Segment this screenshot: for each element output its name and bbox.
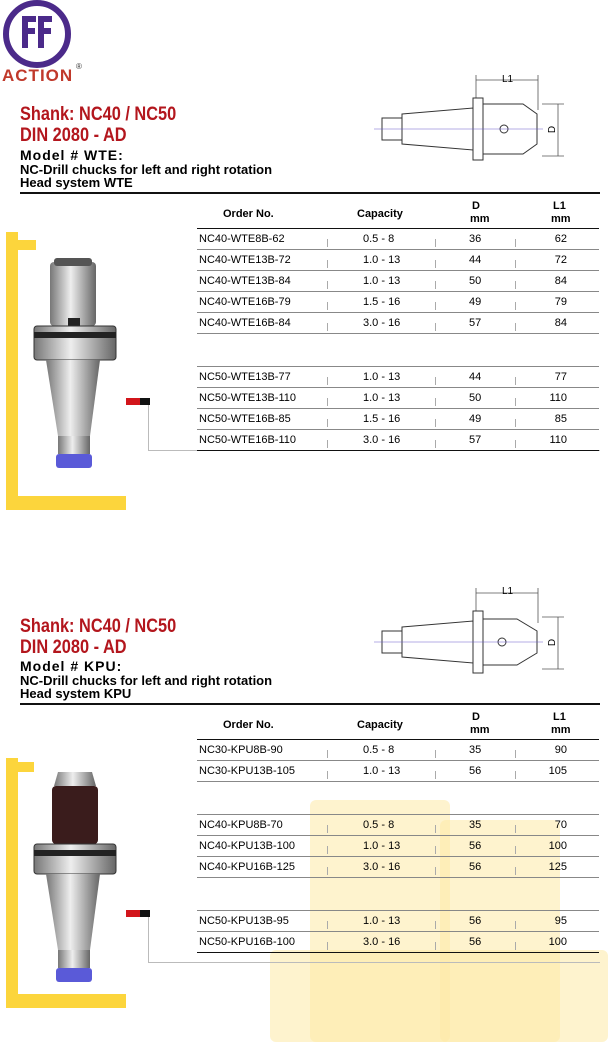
col-order: Order No. [223,719,274,731]
column-divider [515,419,516,427]
table-row [197,430,599,451]
order-no-cell: NC50-WTE16B-110 [199,434,296,446]
section2-product-image [30,772,120,992]
l1-cell: 95 [554,915,567,927]
order-no-cell: NC40-KPU16B-125 [199,861,295,873]
column-divider [327,867,328,875]
table-separator-row [197,794,599,815]
section1-title-din: DIN 2080 - AD [20,125,127,146]
column-divider [435,377,436,385]
section1-yellow-frame-bottom [6,496,126,510]
section2-callout-marker-black [140,910,150,917]
column-divider [327,377,328,385]
table-row [197,911,599,932]
column-divider [435,440,436,448]
table-row [197,409,599,430]
capacity-cell: 1.0 - 13 [363,275,401,287]
col-capacity: Capacity [357,208,403,220]
table-row [197,292,599,313]
l1-cell: 100 [548,936,567,948]
col-l1-unit: mm [551,213,571,225]
section2-subtitle-2: Head system KPU [20,686,132,701]
order-no-cell: NC40-KPU13B-100 [199,840,295,852]
section1-callout-line-v [148,405,149,450]
section1-d-label: D [547,125,559,134]
col-d: D [472,711,480,723]
column-divider [327,281,328,289]
column-divider [515,281,516,289]
table-row [197,740,599,761]
table-row [197,367,599,388]
order-no-cell: NC40-WTE8B-62 [199,233,285,245]
order-no-cell: NC40-KPU8B-70 [199,819,283,831]
column-divider [327,239,328,247]
capacity-cell: 0.5 - 8 [363,819,395,831]
background-watermark-3 [270,950,608,1042]
section1-callout-marker [126,398,140,405]
section2-d-label: D [547,638,559,647]
column-divider [435,398,436,406]
column-divider [435,867,436,875]
order-no-cell: NC50-WTE16B-85 [199,413,291,425]
column-divider [515,323,516,331]
d-cell: 50 [469,392,482,404]
d-cell: 56 [469,840,482,852]
capacity-cell: 1.5 - 16 [363,296,401,308]
column-divider [515,846,516,854]
column-divider [327,323,328,331]
col-l1-unit: mm [551,724,571,736]
column-divider [435,942,436,950]
l1-cell: 110 [549,434,567,446]
d-cell: 50 [469,275,482,287]
column-divider [435,419,436,427]
l1-cell: 125 [548,861,567,873]
l1-cell: 70 [554,819,567,831]
section2-yellow-frame-left [6,758,18,1008]
capacity-cell: 1.0 - 13 [363,392,401,404]
table-row [197,857,599,878]
capacity-cell: 0.5 - 8 [363,233,395,245]
capacity-cell: 3.0 - 16 [363,936,401,948]
column-divider [515,377,516,385]
section2-callout-marker [126,910,140,917]
d-cell: 57 [469,317,482,329]
column-divider [327,419,328,427]
table-row [197,229,599,250]
order-no-cell: NC30-KPU8B-90 [199,744,283,756]
order-no-cell: NC40-WTE13B-72 [199,254,291,266]
column-divider [435,771,436,779]
table-row [197,836,599,857]
section1-model: Model # WTE: [20,147,124,163]
l1-cell: 84 [554,275,567,287]
col-d-unit: mm [470,724,490,736]
column-divider [435,921,436,929]
column-divider [515,239,516,247]
table-separator-row [197,346,599,367]
section2-model: Model # KPU: [20,658,123,674]
section1-l1-label: L1 [502,74,514,85]
col-l1: L1 [553,711,566,723]
section1-yellow-frame-left [6,232,18,510]
order-no-cell: NC40-WTE16B-84 [199,317,291,329]
capacity-cell: 1.0 - 13 [363,840,401,852]
table-row [197,932,599,953]
l1-cell: 100 [548,840,567,852]
d-cell: 44 [469,254,482,266]
col-capacity: Capacity [357,719,403,731]
column-divider [435,323,436,331]
col-d: D [472,200,480,212]
section1-yellow-frame-top [6,240,36,250]
column-divider [515,771,516,779]
col-order: Order No. [223,208,274,220]
l1-cell: 110 [549,392,567,404]
section2-callout-line-h [148,962,600,963]
section2-rule [20,703,600,705]
column-divider [327,398,328,406]
order-no-cell: NC50-KPU13B-95 [199,915,289,927]
d-cell: 49 [469,296,482,308]
column-divider [435,750,436,758]
column-divider [327,440,328,448]
section1-dimension-diagram [368,70,568,170]
logo-wordmark: ACTION [2,66,74,85]
d-cell: 36 [469,233,482,245]
column-divider [435,281,436,289]
d-cell: 57 [469,434,482,446]
column-divider [327,302,328,310]
section2-yellow-frame-top [6,762,34,772]
l1-cell: 84 [554,317,567,329]
section1-rule [20,192,600,194]
section1-title-shank: Shank: NC40 / NC50 [20,104,177,125]
column-divider [327,260,328,268]
d-cell: 56 [469,915,482,927]
order-no-cell: NC50-WTE13B-77 [199,371,291,383]
column-divider [515,921,516,929]
table-row [197,388,599,409]
order-no-cell: NC50-WTE13B-110 [199,392,296,404]
section2-dimension-diagram [368,583,568,683]
order-no-cell: NC50-KPU16B-100 [199,936,295,948]
section1-table [197,198,599,451]
column-divider [327,750,328,758]
section2-table [197,709,599,953]
capacity-cell: 1.0 - 13 [363,371,401,383]
l1-cell: 105 [548,765,567,777]
column-divider [435,239,436,247]
section1-subtitle-2: Head system WTE [20,175,133,190]
l1-cell: 72 [554,254,567,266]
column-divider [515,302,516,310]
l1-cell: 77 [554,371,567,383]
section1-subtitle-1: NC-Drill chucks for left and right rotation [20,162,273,177]
column-divider [435,846,436,854]
section2-title-din: DIN 2080 - AD [20,637,127,658]
table-row [197,815,599,836]
section2-title-shank: Shank: NC40 / NC50 [20,616,177,637]
capacity-cell: 3.0 - 16 [363,434,401,446]
table-header [197,198,599,229]
l1-cell: 90 [554,744,567,756]
column-divider [327,942,328,950]
column-divider [515,867,516,875]
section2-subtitle-1: NC-Drill chucks for left and right rotation [20,673,273,688]
capacity-cell: 1.0 - 13 [363,254,401,266]
d-cell: 56 [469,861,482,873]
table-separator-row [197,890,599,911]
capacity-cell: 0.5 - 8 [363,744,395,756]
column-divider [435,260,436,268]
d-cell: 44 [469,371,482,383]
d-cell: 56 [469,936,482,948]
col-l1: L1 [553,200,566,212]
d-cell: 49 [469,413,482,425]
column-divider [515,825,516,833]
table-row [197,313,599,334]
column-divider [327,846,328,854]
section2-callout-line-v [148,917,149,962]
d-cell: 56 [469,765,482,777]
capacity-cell: 1.0 - 13 [363,915,401,927]
l1-cell: 79 [554,296,567,308]
column-divider [515,398,516,406]
section1-product-image [30,258,120,478]
column-divider [327,771,328,779]
column-divider [515,942,516,950]
capacity-cell: 3.0 - 16 [363,861,401,873]
d-cell: 35 [469,819,482,831]
capacity-cell: 3.0 - 16 [363,317,401,329]
column-divider [515,750,516,758]
col-d-unit: mm [470,213,490,225]
section2-yellow-frame-bottom [6,994,126,1008]
d-cell: 35 [469,744,482,756]
table-row [197,271,599,292]
column-divider [435,302,436,310]
capacity-cell: 1.0 - 13 [363,765,401,777]
order-no-cell: NC40-WTE13B-84 [199,275,291,287]
table-row [197,250,599,271]
l1-cell: 85 [554,413,567,425]
table-row [197,761,599,782]
order-no-cell: NC30-KPU13B-105 [199,765,295,777]
l1-cell: 62 [554,233,567,245]
table-header [197,709,599,740]
column-divider [327,825,328,833]
section2-l1-label: L1 [502,586,514,597]
column-divider [327,921,328,929]
order-no-cell: NC40-WTE16B-79 [199,296,291,308]
section1-callout-marker-black [140,398,150,405]
column-divider [515,440,516,448]
column-divider [515,260,516,268]
logo-registered-mark: ® [76,62,82,71]
column-divider [435,825,436,833]
capacity-cell: 1.5 - 16 [363,413,401,425]
